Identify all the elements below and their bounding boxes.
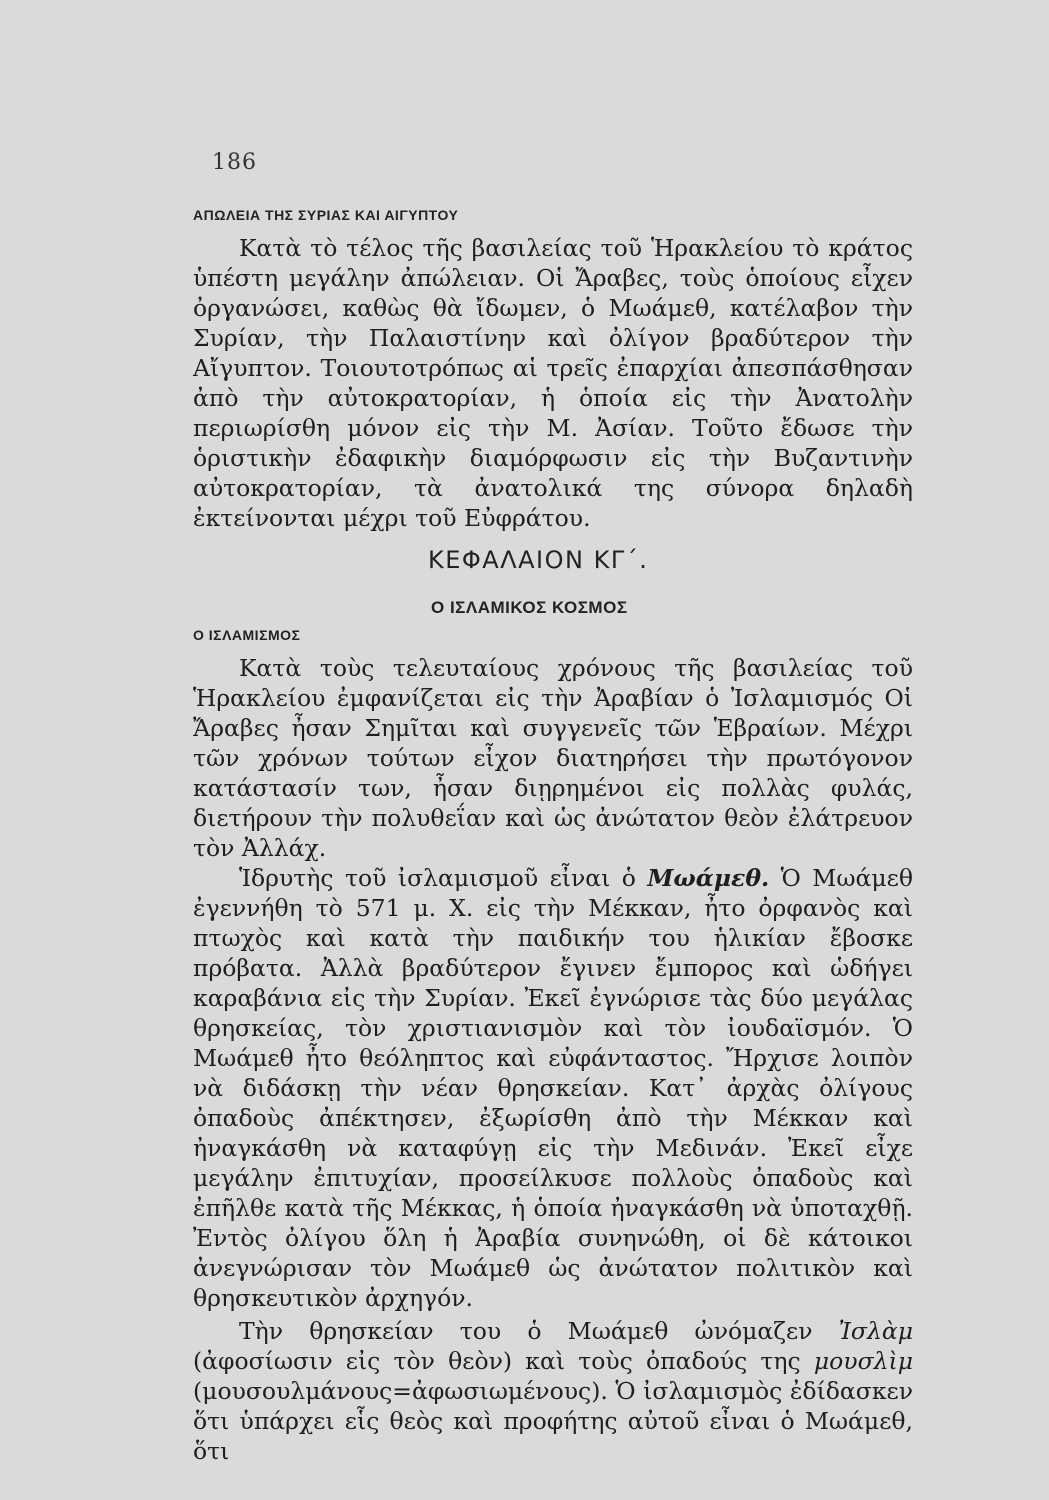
bold-name-mohammed: Μωάμεθ. (647, 864, 770, 892)
paragraph-4: Τὴν θρησκείαν του ὁ Μωάμεθ ὠνόμαζεν Ἰσλὰμ (ἀφοσίωσιν εἰς τὸν θεὸν) καὶ τοὺς ὀπαδούς της μουσλὶμ (μουσουλμάνους=ἀφωσιωμένους). Ὁ ἰσλαμισμὸς ἐδίδασκεν ὅτι ὑπάρχει εἷς θεὸς καὶ προφήτης αὐτοῦ εἶναι ὁ Μωάμεθ, ὅτι (193, 1317, 913, 1465)
chapter-title: ΚΕΦΑΛΑΙΟΝ ΚΓ΄. (428, 546, 649, 574)
section-title: Ο ΙΣΛΑΜΙΚΟΣ ΚΟΣΜΟΣ (431, 598, 628, 617)
page-number: 186 (212, 150, 257, 175)
paragraph-2: Κατὰ τοὺς τελευταίους χρόνους τῆς βασιλείας τοῦ Ἡρακλείου ἐμφανίζεται εἰς τὴν Ἀραβίαν ὁ Ἰσλαμισμός Οἱ Ἄραβες ἦσαν Σημῖται καὶ συγγενεῖς τῶν Ἑβραίων. Μέχρι τῶν χρόνων τούτων εἶχον διατηρήσει τὴν πρωτόγονον κατάστασίν των, ἦσαν διῃρημένοι εἰς πολλὰς φυλάς, διετήρουν τὴν πολυθεΐαν καὶ ὡς ἀνώτατον θεὸν ἐλάτρευον τὸν Ἀλλάχ. (193, 654, 913, 862)
paragraph-3: Ἱδρυτὴς τοῦ ἰσλαμισμοῦ εἶναι ὁ Μωάμεθ. Ὁ Μωάμεθ ἐγεννήθη τὸ 571 μ. Χ. εἰς τὴν Μέκκαν, ἦτο ὀρφανὸς καὶ πτωχὸς καὶ κατὰ τὴν παιδικήν του ἡλικίαν ἔβοσκε πρόβατα. Ἀλλὰ βραδύτερον ἔγινεν ἔμπορος καὶ ὡδήγει καραβάνια εἰς τὴν Συρίαν. Ἐκεῖ ἐγνώρισε τὰς δύο μεγάλας θρησκείας, τὸν χριστιανισμὸν καὶ τὸν ἰουδαϊσμόν. Ὁ Μωάμεθ ἦτο θεόληπτος καὶ εὐφάνταστος. Ἤρχισε λοιπὸν νὰ διδάσκῃ τὴν νέαν θρησκείαν. Κατ᾿ ἀρχὰς ὀλίγους ὀπαδοὺς ἀπέκτησεν, ἐξωρίσθη ἀπὸ τὴν Μέκκαν καὶ ἠναγκάσθη νὰ καταφύγῃ εἰς τὴν Μεδινάν. Ἐκεῖ εἶχε μεγάλην ἐπιτυχίαν, προσείλκυσε πολλοὺς ὀπαδοὺς καὶ ἐπῆλθε κατὰ τῆς Μέκκας, ἡ ὁποία ἠναγκάσθη νὰ ὑποταχθῇ. Ἐντὸς ὀλίγου ὅλη ἡ Ἀραβία συνηνώθη, οἱ δὲ κάτοικοι ἀνεγνώρισαν τὸν Μωάμεθ ὡς ἀνώτατον πολιτικὸν καὶ θρησκευτικὸν ἀρχηγόν. (193, 864, 913, 1312)
paragraph-loss (193, 233, 913, 533)
paragraph-1: Κατὰ τὸ τέλος τῆς βασιλείας τοῦ Ἡρακλείου τὸ κράτος ὑπέστη μεγάλην ἀπώλειαν. Οἱ Ἄραβες, τοὺς ὁποίους εἶχεν ὀργανώσει, καθὼς θὰ ἴδωμεν, ὁ Μωάμεθ, κατέλαβον τὴν Συρίαν, τὴν Παλαιστίνην καὶ ὀλίγον βραδύτερον τὴν Αἴγυπτον. Τοιουτοτρόπως αἱ τρεῖς ἐπαρχίαι ἀπεσπάσθησαν ἀπὸ τὴν αὐτοκρατορίαν, ἡ ὁποία εἰς τὴν Ἀνατολὴν περιωρίσθη μόνον εἰς τὴν Μ. Ἀσίαν. Τοῦτο ἔδωσε τὴν ὁριστικὴν ἐδαφικὴν διαμόρφωσιν εἰς τὴν Βυζαντινὴν αὐτοκρατορίαν, τὰ ἀνατολικά της σύνορα δηλαδὴ ἐκτείνονται μέχρι τοῦ Εὐφράτου. (193, 234, 913, 532)
margin-heading-syria-egypt: ΑΠΩΛΕΙΑ ΤΗΣ ΣΥΡΙΑΣ ΚΑΙ ΑΙΓΥΠΤΟΥ (193, 207, 459, 223)
margin-heading-islam: Ο ΙΣΛΑΜΙΣΜΟΣ (193, 627, 301, 643)
italic-islam: Ἰσλὰμ (838, 1317, 913, 1345)
italic-muslim: μουσλὶμ (813, 1347, 913, 1375)
body-islam (193, 653, 913, 1466)
